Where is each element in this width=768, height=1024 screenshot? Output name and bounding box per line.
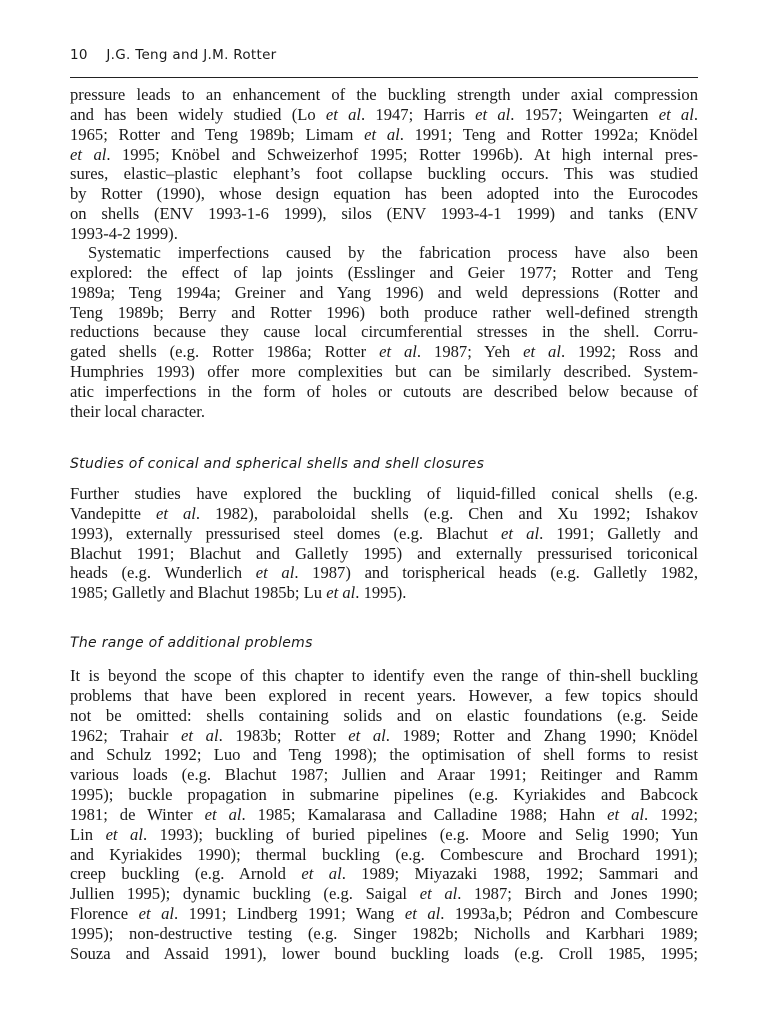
text-run: Souza and Assaid 1991), lower bound buckling loads (e.g. Croll 1985, 1995; bbox=[70, 943, 698, 963]
text-run: on shells (ENV 1993-1-6 1999), silos (ENV 1993-4-1 1999) and tanks (ENV bbox=[70, 204, 698, 224]
italic-text: et al bbox=[379, 342, 417, 362]
text-line bbox=[70, 382, 698, 402]
text-line bbox=[70, 745, 698, 765]
text-run: It is beyond the scope of this chapter to identify even the range of thin-shell buckling bbox=[70, 666, 698, 685]
text-run: 1981; de Winter bbox=[70, 804, 205, 824]
text-run: by Rotter (1990), whose design equation has been adopted into the Eurocodes bbox=[70, 184, 698, 204]
text-line bbox=[70, 402, 698, 422]
text-line bbox=[70, 686, 698, 706]
text-line bbox=[70, 563, 698, 583]
italic-text: et al bbox=[607, 804, 645, 824]
text-line bbox=[70, 706, 698, 726]
text-line bbox=[70, 224, 698, 244]
paragraph bbox=[70, 85, 698, 244]
text-run: creep buckling (e.g. Arnold bbox=[70, 864, 302, 884]
header-rule bbox=[70, 77, 698, 78]
text-run: and Kyriakides 1990); thermal buckling (e.g. Combescure and Brochard 1991); bbox=[70, 844, 698, 864]
text-line bbox=[70, 944, 698, 964]
text-line bbox=[70, 263, 698, 283]
text-run: 1993-4-2 1999). bbox=[70, 223, 178, 243]
text-run: . 1991; Lindberg 1991; Wang bbox=[173, 904, 405, 924]
text-run: Blachut 1991; Blachut and Galletly 1995) and externally pressurised toriconical bbox=[70, 543, 698, 563]
text-line bbox=[70, 904, 698, 924]
italic-text: et al bbox=[475, 104, 511, 124]
italic-text: et al bbox=[105, 824, 143, 844]
text-line bbox=[70, 125, 698, 145]
text-run: and has been widely studied (Lo bbox=[70, 104, 326, 124]
text-line bbox=[70, 884, 698, 904]
text-line bbox=[70, 105, 698, 125]
text-run: . 1989; Rotter and Zhang 1990; Knödel bbox=[385, 725, 698, 745]
text-line bbox=[70, 85, 698, 105]
italic-text: et al bbox=[204, 804, 242, 824]
text-run: atic imperfections in the form of holes or cutouts are described below because of bbox=[70, 381, 698, 401]
text-run: not be omitted: shells containing solids and on elastic foundations (e.g. Seide bbox=[70, 705, 698, 725]
text-line bbox=[70, 504, 698, 524]
text-run: reductions because they cause local circumferential stresses in the shell. Corru- bbox=[70, 322, 698, 342]
italic-text: et al bbox=[364, 124, 400, 144]
italic-text: et al bbox=[658, 104, 694, 124]
text-run: . 1987; Birch and Jones 1990; bbox=[457, 884, 698, 904]
text-line bbox=[70, 583, 698, 603]
italic-text: et al bbox=[523, 342, 561, 362]
text-line bbox=[70, 322, 698, 342]
italic-text: et al bbox=[255, 563, 295, 583]
text-line bbox=[70, 524, 698, 544]
text-run: . 1995). bbox=[355, 583, 407, 603]
text-run: sures, elastic–plastic elephant’s foot collapse buckling occurs. This was studied bbox=[70, 164, 698, 184]
text-run: . 1993a,b; Pédron and Combescure bbox=[440, 904, 698, 924]
paragraph bbox=[70, 666, 698, 964]
italic-text: et al bbox=[404, 904, 441, 924]
text-run: their local character. bbox=[70, 401, 205, 421]
italic-text: et al bbox=[326, 583, 356, 603]
text-run: . 1992; Ross and bbox=[560, 342, 698, 362]
text-run: . 1987) and torispherical heads (e.g. Galletly 1982, bbox=[294, 563, 698, 583]
text-line bbox=[70, 765, 698, 785]
text-line bbox=[70, 666, 698, 686]
text-line bbox=[70, 303, 698, 323]
italic-text: et al bbox=[348, 725, 386, 745]
text-run: 1995); non-destructive testing (e.g. Singer 1982b; Nicholls and Karbhari 1989; bbox=[70, 923, 698, 943]
text-run: . 1991; Teng and Rotter 1992a; Knödel bbox=[399, 124, 698, 144]
italic-text: et al bbox=[70, 144, 107, 164]
text-line bbox=[70, 204, 698, 224]
text-line bbox=[70, 164, 698, 184]
text-run: heads (e.g. Wunderlich bbox=[70, 563, 256, 583]
italic-text: et al bbox=[181, 725, 219, 745]
text-line bbox=[70, 864, 698, 884]
text-line bbox=[70, 484, 698, 504]
text-run: problems that have been explored in recent years. However, a few topics should bbox=[70, 685, 698, 705]
text-run: various loads (e.g. Blachut 1987; Jullien and Araar 1991; Reitinger and Ramm bbox=[70, 765, 698, 785]
section-heading: The range of additional problems bbox=[70, 635, 313, 651]
text-line bbox=[70, 785, 698, 805]
text-run: . 1982), paraboloidal shells (e.g. Chen and Xu 1992; Ishakov bbox=[195, 503, 698, 523]
text-run: . 1993); buckling of buried pipelines (e.g. Moore and Selig 1990; Yun bbox=[142, 824, 698, 844]
italic-text: et al bbox=[419, 884, 458, 904]
text-run: 1993), externally pressurised steel domes (e.g. Blachut bbox=[70, 523, 501, 543]
italic-text: et al bbox=[301, 864, 342, 884]
text-run: explored: the effect of lap joints (Esslinger and Geier 1977; Rotter and Teng bbox=[70, 262, 698, 282]
text-run: . 1992; bbox=[644, 804, 698, 824]
text-line bbox=[70, 342, 698, 362]
paragraph bbox=[70, 243, 698, 422]
text-line bbox=[70, 243, 698, 263]
text-run: . 1985; Kamalarasa and Calladine 1988; Hahn bbox=[241, 804, 608, 824]
text-line bbox=[70, 544, 698, 564]
text-run: . bbox=[693, 104, 698, 124]
header-authors: J.G. Teng and J.M. Rotter bbox=[106, 47, 277, 63]
text-run: 1962; Trahair bbox=[70, 725, 182, 745]
text-run: and Schulz 1992; Luo and Teng 1998); the optimisation of shell forms to resist bbox=[70, 745, 698, 765]
text-run: Teng 1989b; Berry and Rotter 1996) both produce rather well-defined strength bbox=[70, 302, 698, 322]
text-run: . 1947; Harris bbox=[361, 104, 476, 124]
text-run: 1989a; Teng 1994a; Greiner and Yang 1996) and weld depressions (Rotter and bbox=[70, 282, 698, 302]
text-line bbox=[70, 362, 698, 382]
text-run: . 1995; Knöbel and Schweizerhof 1995; Rotter 1996b). At high internal pres- bbox=[106, 144, 698, 164]
text-line bbox=[70, 845, 698, 865]
text-run: Further studies have explored the buckling of liquid-filled conical shells (e.g. bbox=[70, 484, 698, 503]
text-line bbox=[70, 283, 698, 303]
text-line bbox=[70, 726, 698, 746]
text-run: pressure leads to an enhancement of the buckling strength under axial compression bbox=[70, 85, 698, 104]
section-heading: Studies of conical and spherical shells and shell closures bbox=[70, 456, 485, 472]
text-run: 1965; Rotter and Teng 1989b; Limam bbox=[70, 124, 365, 144]
text-run: Vandepitte bbox=[70, 503, 156, 523]
text-run: Systematic imperfections caused by the fabrication process have also been bbox=[88, 243, 698, 262]
italic-text: et al bbox=[156, 503, 196, 523]
page-number: 10 bbox=[70, 47, 88, 63]
text-line bbox=[70, 924, 698, 944]
text-run: Florence bbox=[70, 904, 139, 924]
text-line bbox=[70, 825, 698, 845]
text-line bbox=[70, 184, 698, 204]
text-run: Lin bbox=[70, 824, 106, 844]
text-run: 1995); buckle propagation in submarine pipelines (e.g. Kyriakides and Babcock bbox=[70, 785, 698, 805]
text-run: 1985; Galletly and Blachut 1985b; Lu bbox=[70, 583, 327, 603]
text-run: . 1983b; Rotter bbox=[218, 725, 349, 745]
italic-text: et al bbox=[138, 904, 174, 924]
text-run: . 1991; Galletly and bbox=[539, 523, 698, 543]
running-header bbox=[70, 47, 277, 63]
italic-text: et al bbox=[501, 523, 540, 543]
text-run: . 1957; Weingarten bbox=[510, 104, 659, 124]
text-run: . 1987; Yeh bbox=[416, 342, 524, 362]
paragraph bbox=[70, 484, 698, 603]
text-line bbox=[70, 805, 698, 825]
text-run: . 1989; Miyazaki 1988, 1992; Sammari and bbox=[341, 864, 698, 884]
italic-text: et al bbox=[325, 104, 362, 124]
text-line bbox=[70, 145, 698, 165]
text-run: Jullien 1995); dynamic buckling (e.g. Saigal bbox=[70, 884, 420, 904]
text-run: gated shells (e.g. Rotter 1986a; Rotter bbox=[70, 342, 380, 362]
text-run: Humphries 1993) offer more complexities but can be similarly described. System- bbox=[70, 362, 698, 382]
